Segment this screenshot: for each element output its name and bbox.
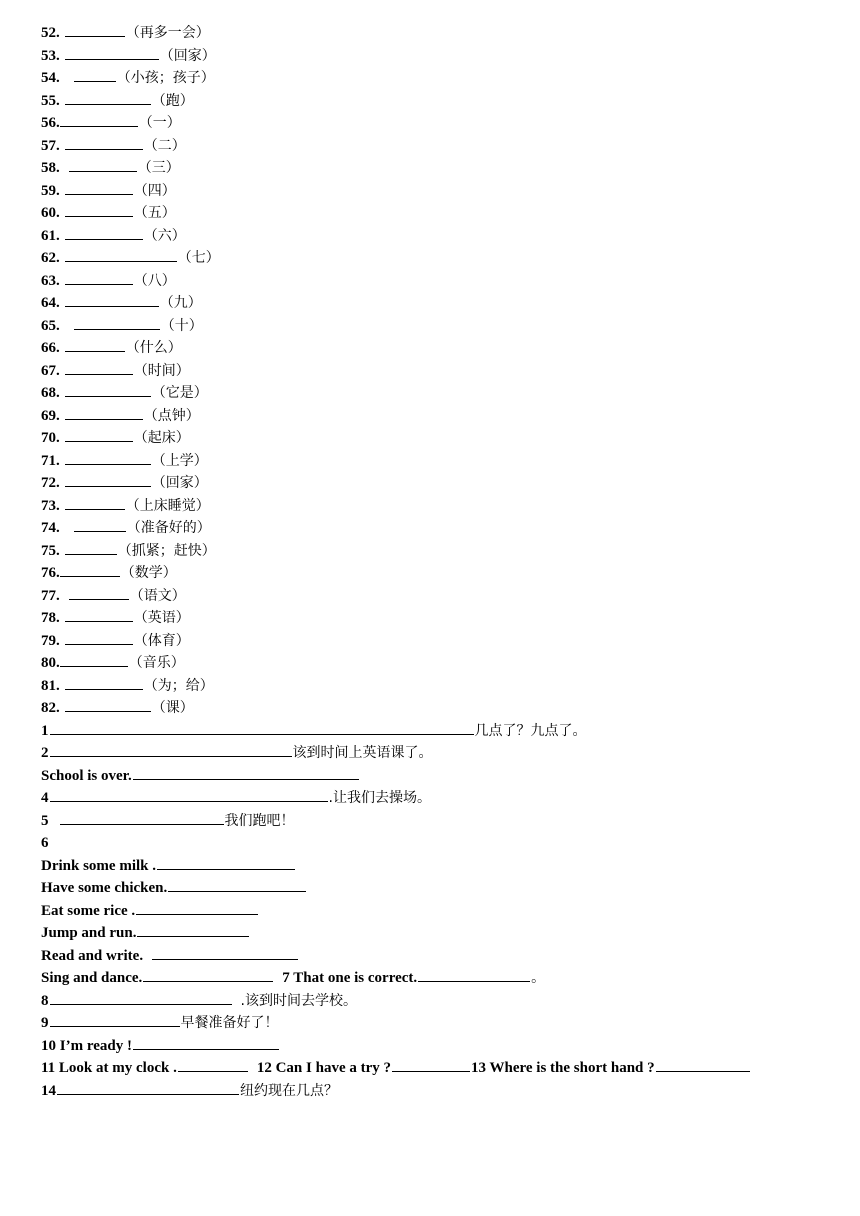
answer-blank[interactable] — [178, 1057, 248, 1072]
answer-blank[interactable] — [74, 67, 116, 82]
vocab-item-60: 60. （五） — [41, 202, 831, 225]
vocab-item-72: 72. （回家） — [41, 472, 831, 495]
vocab-item-65: 65. （十） — [41, 315, 831, 338]
answer-blank[interactable] — [50, 990, 232, 1005]
vocab-item-75: 75. （抓紧；赶快） — [41, 540, 831, 563]
answer-blank[interactable] — [137, 922, 249, 937]
answer-blank[interactable] — [60, 810, 224, 825]
answer-blank[interactable] — [65, 675, 143, 690]
answer-blank[interactable] — [152, 945, 298, 960]
vocab-item-70: 70. （起床） — [41, 427, 831, 450]
answer-blank[interactable] — [168, 877, 306, 892]
vocab-item-52: 52. （再多一会） — [41, 22, 831, 45]
translate-item-9: 9 早餐准备好了！ — [41, 1012, 831, 1035]
translate-item-3: School is over. — [41, 765, 831, 788]
answer-blank[interactable] — [157, 855, 295, 870]
answer-blank[interactable] — [65, 607, 133, 622]
vocab-item-79: 79. （体育） — [41, 630, 831, 653]
answer-blank[interactable] — [65, 360, 133, 375]
answer-blank[interactable] — [65, 247, 177, 262]
vocab-item-62: 62. （七） — [41, 247, 831, 270]
vocab-item-69: 69. （点钟） — [41, 405, 831, 428]
vocab-item-56: 56. （一） — [41, 112, 831, 135]
vocab-item-76: 76. （数学） — [41, 562, 831, 585]
vocab-item-66: 66. （什么） — [41, 337, 831, 360]
vocab-item-68: 68. （它是） — [41, 382, 831, 405]
answer-blank[interactable] — [65, 225, 143, 240]
answer-blank[interactable] — [50, 787, 328, 802]
vocab-item-54: 54. （小孩；孩子） — [41, 67, 831, 90]
answer-blank[interactable] — [133, 1035, 279, 1050]
vocab-item-59: 59. （四） — [41, 180, 831, 203]
answer-blank[interactable] — [50, 1012, 180, 1027]
translate-row-11-13: 11 Look at my clock . 12 Can I have a try ? 13 Where is the short hand ? — [41, 1057, 831, 1080]
answer-blank[interactable] — [60, 112, 138, 127]
answer-blank[interactable] — [143, 967, 273, 982]
answer-blank[interactable] — [60, 652, 128, 667]
answer-blank[interactable] — [57, 1080, 239, 1095]
drink-item: Drink some milk . — [41, 855, 831, 878]
rice-item: Eat some rice . — [41, 900, 831, 923]
vocab-item-82: 82. （课） — [41, 697, 831, 720]
vocab-item-71: 71. （上学） — [41, 450, 831, 473]
vocab-item-74: 74. （准备好的） — [41, 517, 831, 540]
answer-blank[interactable] — [65, 405, 143, 420]
translate-item-10: 10 I’m ready ! — [41, 1035, 831, 1058]
answer-blank[interactable] — [65, 180, 133, 195]
vocab-item-77: 77. （语文） — [41, 585, 831, 608]
answer-blank[interactable] — [65, 202, 133, 217]
translate-item-6: 6 — [41, 835, 49, 851]
translate-item-1: 1 几点了？九点了。 — [41, 720, 831, 743]
answer-blank[interactable] — [656, 1057, 750, 1072]
jump-item: Jump and run. — [41, 922, 831, 945]
vocab-item-73: 73. （上床睡觉） — [41, 495, 831, 518]
vocab-item-63: 63. （八） — [41, 270, 831, 293]
vocab-item-55: 55. （跑） — [41, 90, 831, 113]
answer-blank[interactable] — [50, 742, 292, 757]
translate-item-2: 2 该到时间上英语课了。 — [41, 742, 831, 765]
answer-blank[interactable] — [65, 630, 133, 645]
answer-blank[interactable] — [65, 135, 143, 150]
answer-blank[interactable] — [133, 765, 359, 780]
vocab-item-53: 53. （回家） — [41, 45, 831, 68]
vocab-item-67: 67. （时间） — [41, 360, 831, 383]
answer-blank[interactable] — [69, 585, 129, 600]
answer-blank[interactable] — [50, 720, 474, 735]
vocab-item-64: 64. （九） — [41, 292, 831, 315]
answer-blank[interactable] — [65, 90, 151, 105]
answer-blank[interactable] — [74, 315, 160, 330]
translate-item-4: 4 .让我们去操场。 — [41, 787, 831, 810]
chicken-item: Have some chicken. — [41, 877, 831, 900]
translate-item-5: 5 我们跑吧！ — [41, 810, 831, 833]
vocab-item-81: 81. （为；给） — [41, 675, 831, 698]
read-item: Read and write. — [41, 945, 831, 968]
answer-blank[interactable] — [65, 427, 133, 442]
answer-blank[interactable] — [65, 22, 125, 37]
sing-and-q7-row: Sing and dance. 7 That one is correct. 。 — [41, 967, 831, 990]
vocab-item-80: 80. （音乐） — [41, 652, 831, 675]
answer-blank[interactable] — [65, 540, 117, 555]
translate-item-14: 14 纽约现在几点？ — [41, 1080, 831, 1103]
answer-blank[interactable] — [65, 292, 159, 307]
vocab-item-61: 61. （六） — [41, 225, 831, 248]
vocab-item-58: 58. （三） — [41, 157, 831, 180]
vocab-item-78: 78. （英语） — [41, 607, 831, 630]
answer-blank[interactable] — [65, 450, 151, 465]
answer-blank[interactable] — [65, 495, 125, 510]
answer-blank[interactable] — [74, 517, 126, 532]
answer-blank[interactable] — [418, 967, 530, 982]
worksheet — [41, 22, 831, 1102]
answer-blank[interactable] — [65, 472, 151, 487]
translate-item-8: 8 .该到时间去学校。 — [41, 990, 831, 1013]
answer-blank[interactable] — [392, 1057, 470, 1072]
answer-blank[interactable] — [65, 270, 133, 285]
answer-blank[interactable] — [65, 697, 151, 712]
answer-blank[interactable] — [65, 45, 159, 60]
answer-blank[interactable] — [60, 562, 120, 577]
answer-blank[interactable] — [65, 337, 125, 352]
answer-blank[interactable] — [65, 382, 151, 397]
answer-blank[interactable] — [136, 900, 258, 915]
vocab-item-57: 57. （二） — [41, 135, 831, 158]
answer-blank[interactable] — [69, 157, 137, 172]
